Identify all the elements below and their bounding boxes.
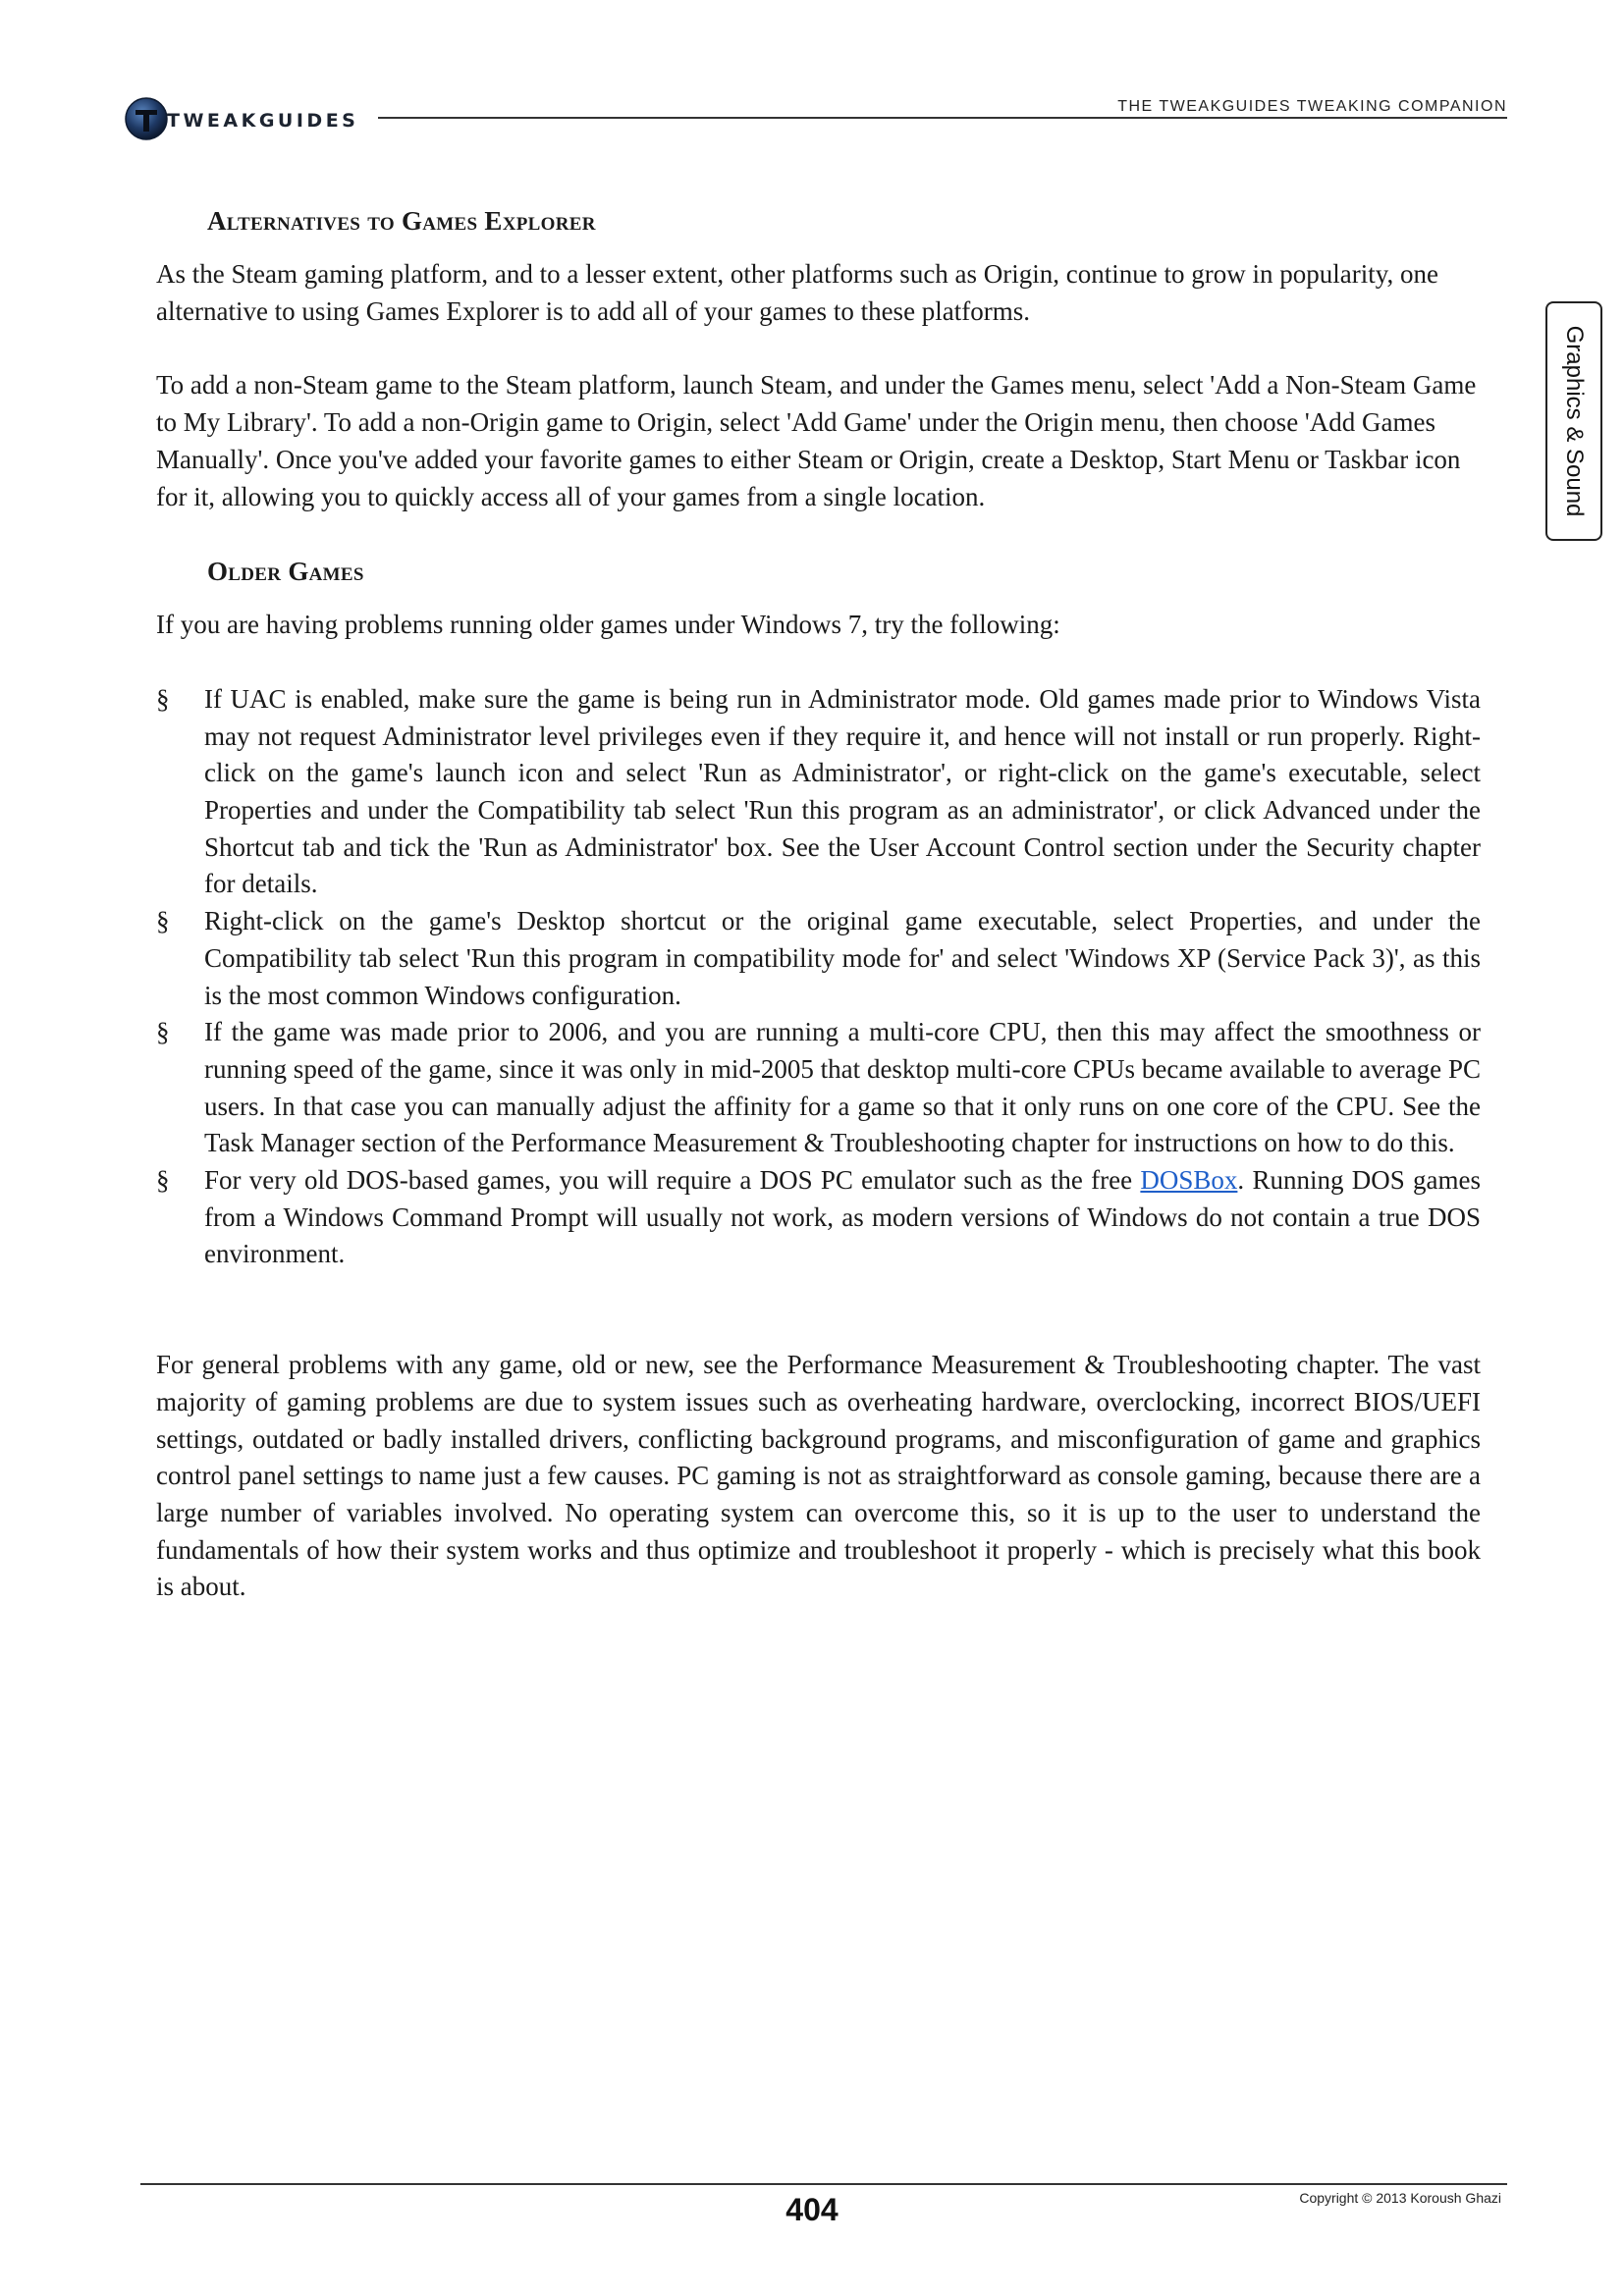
heading-older-games: Older Games xyxy=(207,557,364,587)
list-item xyxy=(156,903,1481,1014)
list-item-text-after-link: . Running DOS games from a Windows Command Prompt will usually not work, as modern versions of Windows do not contain a true DOS environment. xyxy=(204,1165,1481,1269)
list-item xyxy=(156,1162,1481,1273)
page-content xyxy=(156,206,1481,1606)
list-item-text: If the game was made prior to 2006, and you are running a multi-core CPU, then this may affect the smoothness or running speed of the game, since it was only in mid-2005 that desktop multi-core CPUs became available to average PC users. In that case you can manually adjust the affinity for a game so that it only runs on one core of the CPU. See the Task Manager section of the Performance Measurement & Troubleshooting chapter for instructions on how to do this. xyxy=(204,1017,1481,1158)
bullet-icon: § xyxy=(156,1017,170,1047)
list-item-text: If UAC is enabled, make sure the game is being run in Administrator mode. Old games made prior to Windows Vista may not request Administrator level privileges even if they require it, and hence will not install or run properly. Right-click on the game's launch icon and select 'Run as Administrator', or right-click on the game's executable, select Properties and under the Compatibility tab select 'Run this program as an administrator', or click Advanced under the Shortcut tab and tick the 'Run as Administrator' box. See the User Account Control section under the Security chapter for details. xyxy=(204,683,1481,899)
list-item-text-before-link: For very old DOS-based games, you will require a DOS PC emulator such as the free xyxy=(204,1165,1141,1196)
footer-rule xyxy=(140,2183,1507,2185)
paragraph-alternatives-2: To add a non-Steam game to the Steam platform, launch Steam, and under the Games menu, select 'Add a Non-Steam Game to My Library'. To add a non-Origin game to Origin, select 'Add Game' under the Origin menu, then choose 'Add Games Manually'. Once you've added your favorite games to either Steam or Origin, create a Desktop, Start Menu or Taskbar icon for it, allowing you to quickly access all of your games from a single location. xyxy=(156,370,1477,511)
bullet-icon: § xyxy=(156,683,170,714)
list-item-text: Right-click on the game's Desktop shortcut or the original game executable, select Properties, and under the Compatibility tab select 'Run this program in compatibility mode for' and select 'Windows XP (Service Pack 3)', as this is the most common Windows configuration. xyxy=(204,906,1481,1010)
copyright-notice: Copyright © 2013 Koroush Ghazi xyxy=(1299,2190,1501,2206)
section-tab-label: Graphics & Sound xyxy=(1561,325,1588,517)
paragraph-alternatives-1: As the Steam gaming platform, and to a lesser extent, other platforms such as Origin, continue to grow in popularity, one alternative to using Games Explorer is to add all of your games to these platforms. xyxy=(156,259,1438,326)
running-header: THE TWEAKGUIDES TWEAKING COMPANION xyxy=(1117,98,1507,115)
logo-globe-icon xyxy=(124,96,169,141)
older-games-list xyxy=(156,681,1481,1273)
logo-wordmark: TWEAKGUIDES xyxy=(167,110,359,132)
dosbox-link[interactable]: DOSBox xyxy=(1140,1165,1238,1196)
list-item xyxy=(156,681,1481,903)
site-logo xyxy=(124,96,358,141)
header-rule xyxy=(378,117,1507,119)
paragraph-older-games-intro: If you are having problems running older games under Windows 7, try the following: xyxy=(156,610,1060,640)
page-number: 404 xyxy=(785,2192,839,2227)
heading-alternatives: Alternatives to Games Explorer xyxy=(207,206,596,236)
list-item xyxy=(156,1014,1481,1162)
paragraph-closing: For general problems with any game, old or new, see the Performance Measurement & Troubleshooting chapter. The vast majority of gaming problems are due to system issues such as overheating hardware, overclocking, incorrect BIOS/UEFI settings, outdated or badly installed drivers, conflicting background programs, and misconfiguration of game and graphics control panel settings to name just a few causes. PC gaming is not as straightforward as console gaming, because there are a large number of variables involved. No operating system can overcome this, so it is up to the user to understand the fundamentals of how their system works and thus optimize and troubleshoot it properly - which is precisely what this book is about. xyxy=(156,1350,1481,1602)
bullet-icon: § xyxy=(156,906,170,936)
bullet-icon: § xyxy=(156,1165,170,1196)
section-tab xyxy=(1545,301,1602,541)
